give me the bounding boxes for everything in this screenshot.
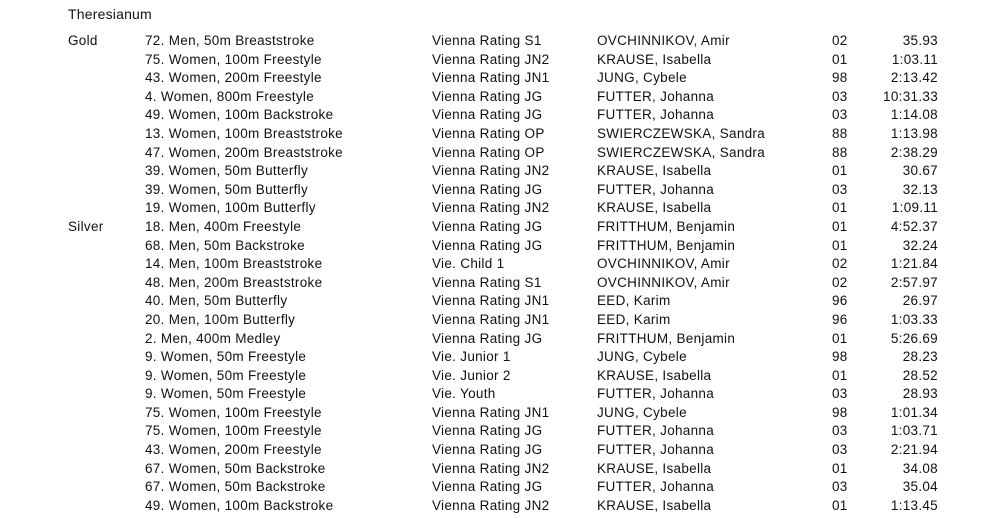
result-time: 35.93 [902,33,938,48]
swimmer-name: FRITTHUM, Benjamin [597,330,736,346]
result-time: 28.52 [902,367,938,383]
birth-year: 01 [832,237,848,253]
event-name: 68. Men, 50m Backstroke [145,237,305,253]
event-name: 19. Women, 100m Butterfly [145,200,316,216]
birth-year: 03 [832,88,848,104]
event-name: 75. Women, 100m Freestyle [145,51,322,67]
swimmer-name: FUTTER, Johanna [597,479,715,495]
result-time: 35.04 [902,479,938,495]
result-row [0,32,1000,51]
category: Vienna Rating JG [432,181,543,197]
result-time: 1:03.11 [891,51,938,67]
event-name: 67. Women, 50m Backstroke [145,460,326,476]
birth-year: 88 [832,125,848,141]
result-row [0,330,1000,349]
swimmer-name: KRAUSE, Isabella [597,200,712,216]
result-time: 28.23 [902,349,938,365]
event-name: 40. Men, 50m Butterfly [145,293,288,309]
category: Vie. Junior 1 [432,349,511,365]
result-row [0,162,1000,181]
birth-year: 03 [832,479,848,495]
result-time: 1:13.45 [890,497,938,513]
category: Vienna Rating JG [432,479,543,495]
result-time: 1:09.11 [891,200,938,216]
category: Vienna Rating S1 [432,274,542,290]
swimmer-name: FUTTER, Johanna [597,88,715,104]
event-name: 72. Men, 50m Breaststroke [145,33,315,48]
result-time: 32.24 [902,237,938,253]
event-name: 75. Women, 100m Freestyle [145,404,322,420]
result-time: 1:03.33 [890,311,938,327]
result-time: 28.93 [902,386,938,402]
birth-year: 03 [832,181,848,197]
event-name: 13. Women, 100m Breaststroke [145,125,343,141]
category: Vienna Rating JN2 [432,460,550,476]
result-row [0,441,1000,460]
category: Vienna Rating JG [432,218,543,234]
birth-year: 01 [832,330,848,346]
category: Vie. Youth [432,386,496,402]
category: Vienna Rating JN1 [432,70,550,86]
category: Vienna Rating JN1 [432,311,550,327]
birth-year: 98 [832,404,848,420]
event-name: 48. Men, 200m Breaststroke [145,274,323,290]
category: Vienna Rating JG [432,88,543,104]
category: Vie. Junior 2 [432,367,511,383]
category: Vienna Rating JG [432,442,543,458]
result-row [0,144,1000,163]
result-time: 2:21.94 [890,442,938,458]
result-time: 32.13 [902,181,938,197]
category: Vienna Rating JG [432,237,543,253]
result-row [0,478,1000,497]
result-time: 10:31.33 [883,88,938,104]
swimmer-name: FRITTHUM, Benjamin [597,218,736,234]
swimmer-name: KRAUSE, Isabella [597,51,712,67]
result-row [0,385,1000,404]
medal-label: Gold [68,33,98,48]
event-name: 9. Women, 50m Freestyle [145,386,307,402]
birth-year: 88 [832,144,848,160]
event-name: 9. Women, 50m Freestyle [145,367,307,383]
birth-year: 01 [832,497,848,513]
swimmer-name: OVCHINNIKOV, Amir [597,256,730,272]
birth-year: 03 [832,423,848,439]
event-name: 9. Women, 50m Freestyle [145,349,307,365]
result-time: 2:38.29 [890,144,938,160]
birth-year: 01 [832,460,848,476]
result-row [0,199,1000,218]
birth-year: 01 [832,218,848,234]
event-name: 39. Women, 50m Butterfly [145,181,309,197]
category: Vienna Rating JN2 [432,51,550,67]
swimmer-name: FUTTER, Johanna [597,423,715,439]
result-row [0,237,1000,256]
swimmer-name: FUTTER, Johanna [597,386,715,402]
event-name: 43. Women, 200m Freestyle [145,442,322,458]
result-row [0,88,1000,107]
swimmer-name: KRAUSE, Isabella [597,497,712,513]
birth-year: 96 [832,293,848,309]
category: Vienna Rating JN2 [432,497,550,513]
swimmer-name: FRITTHUM, Benjamin [597,237,736,253]
swimmer-name: JUNG, Cybele [597,349,687,365]
result-time: 5:26.69 [890,330,938,346]
swimmer-name: KRAUSE, Isabella [597,460,712,476]
result-row [0,422,1000,441]
result-time: 1:14.08 [890,107,938,123]
swimmer-name: KRAUSE, Isabella [597,367,712,383]
result-time: 1:01.34 [890,404,938,420]
swimmer-name: JUNG, Cybele [597,70,687,86]
category: Vienna Rating JG [432,107,543,123]
result-time: 26.97 [902,293,938,309]
birth-year: 98 [832,70,848,86]
birth-year: 01 [832,51,848,67]
swimmer-name: OVCHINNIKOV, Amir [597,274,730,290]
results-table [0,32,1000,515]
birth-year: 96 [832,311,848,327]
birth-year: 02 [832,274,848,290]
category: Vienna Rating OP [432,125,545,141]
medal-label: Silver [68,218,104,234]
event-name: 18. Men, 400m Freestyle [145,218,302,234]
category: Vienna Rating OP [432,144,545,160]
swimmer-name: FUTTER, Johanna [597,181,715,197]
result-time: 1:21.84 [890,256,938,272]
result-time: 30.67 [902,163,938,179]
event-name: 67. Women, 50m Backstroke [145,479,326,495]
result-row [0,69,1000,88]
result-row [0,274,1000,293]
swimmer-name: KRAUSE, Isabella [597,163,712,179]
birth-year: 03 [832,442,848,458]
swimmer-name: FUTTER, Johanna [597,107,715,123]
birth-year: 02 [832,256,848,272]
birth-year: 03 [832,386,848,402]
swimmer-name: FUTTER, Johanna [597,442,715,458]
result-time: 2:13.42 [890,70,938,86]
category: Vienna Rating JG [432,330,543,346]
result-time: 34.08 [902,460,938,476]
result-row [0,367,1000,386]
event-name: 75. Women, 100m Freestyle [145,423,322,439]
swimmer-name: EED, Karim [597,311,671,327]
event-name: 49. Women, 100m Backstroke [145,497,334,513]
event-name: 49. Women, 100m Backstroke [145,107,334,123]
category: Vienna Rating JG [432,423,543,439]
category: Vienna Rating JN2 [432,200,550,216]
result-row [0,255,1000,274]
result-row [0,311,1000,330]
swimmer-name: SWIERCZEWSKA, Sandra [597,125,766,141]
event-name: 2. Men, 400m Medley [145,330,281,346]
result-row [0,181,1000,200]
event-name: 47. Women, 200m Breaststroke [145,144,343,160]
birth-year: 01 [832,367,848,383]
birth-year: 02 [832,33,848,48]
result-row [0,125,1000,144]
result-row [0,218,1000,237]
category: Vienna Rating JN1 [432,293,550,309]
swimmer-name: JUNG, Cybele [597,404,687,420]
result-row [0,497,1000,516]
swimmer-name: OVCHINNIKOV, Amir [597,33,730,48]
result-row [0,106,1000,125]
category: Vienna Rating JN2 [432,163,550,179]
result-time: 4:52.37 [890,218,938,234]
result-row [0,292,1000,311]
result-time: 1:13.98 [890,125,938,141]
event-name: 20. Men, 100m Butterfly [145,311,296,327]
swimmer-name: EED, Karim [597,293,671,309]
result-row [0,460,1000,479]
result-time: 1:03.71 [890,423,938,439]
document-title: Theresianum [68,6,152,22]
event-name: 4. Women, 800m Freestyle [145,88,315,104]
category: Vie. Child 1 [432,256,505,272]
birth-year: 98 [832,349,848,365]
event-name: 43. Women, 200m Freestyle [145,70,322,86]
birth-year: 01 [832,200,848,216]
result-row [0,404,1000,423]
category: Vienna Rating S1 [432,33,542,48]
category: Vienna Rating JN1 [432,404,550,420]
birth-year: 03 [832,107,848,123]
birth-year: 01 [832,163,848,179]
result-row [0,51,1000,70]
swimmer-name: SWIERCZEWSKA, Sandra [597,144,766,160]
result-row [0,348,1000,367]
event-name: 14. Men, 100m Breaststroke [145,256,323,272]
result-time: 2:57.97 [890,274,938,290]
event-name: 39. Women, 50m Butterfly [145,163,309,179]
